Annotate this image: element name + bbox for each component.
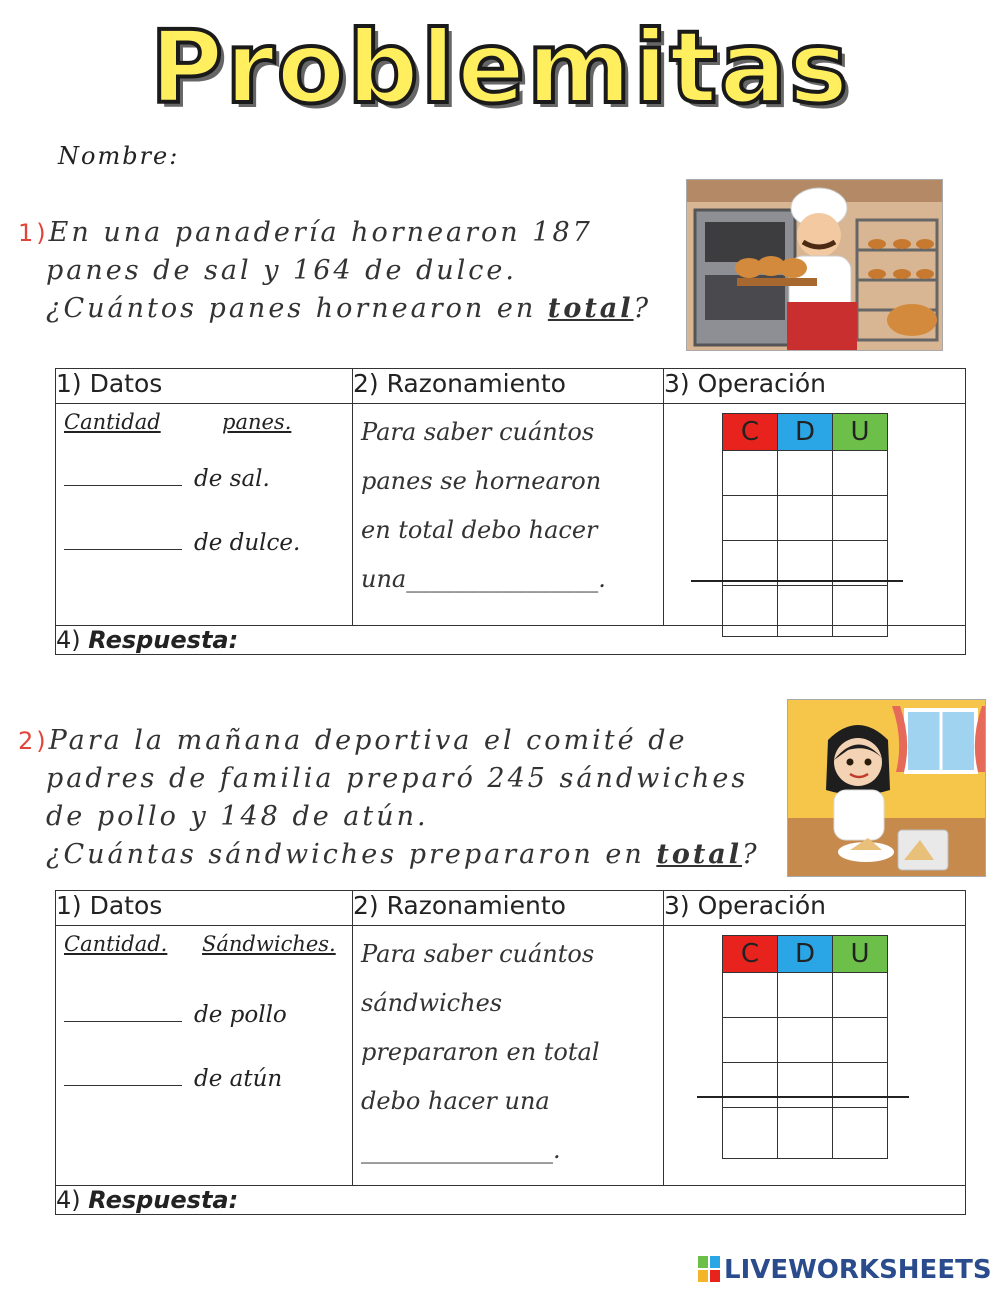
pv-cell[interactable]	[778, 1063, 833, 1108]
problem-line: En una panadería hornearon 187	[48, 217, 593, 248]
pv-cell[interactable]	[778, 973, 833, 1018]
data-row	[64, 1066, 282, 1092]
header-razonamiento: 2) Razonamiento	[353, 891, 664, 926]
question-keyword: total	[547, 293, 634, 324]
reasoning-line[interactable]: ________________.	[361, 1136, 561, 1164]
pv-cell[interactable]	[723, 1063, 778, 1108]
pv-cell[interactable]	[778, 1108, 833, 1159]
item-heading: Sándwiches.	[202, 932, 336, 956]
reasoning-line: Para saber cuántos	[361, 418, 595, 446]
answer-number: 4)	[56, 626, 81, 654]
data-row	[64, 530, 300, 556]
pv-header-c: C	[723, 414, 778, 451]
row-label: de dulce.	[194, 530, 301, 556]
question-text: ¿Cuántas sándwiches prepararon en	[46, 839, 657, 870]
pv-cell[interactable]	[833, 496, 888, 541]
place-value-grid	[722, 413, 888, 637]
reasoning-line: prepararon en total	[361, 1038, 600, 1066]
problem-line: panes de sal y 164 de dulce.	[46, 255, 517, 286]
pv-cell[interactable]	[723, 541, 778, 586]
reasoning-line: panes se hornearon	[361, 467, 602, 495]
qty-heading: Cantidad	[64, 410, 161, 434]
pv-cell[interactable]	[833, 973, 888, 1018]
pv-header-d: D	[778, 936, 833, 973]
baker-image	[686, 179, 943, 351]
header-operacion: 3) Operación	[664, 891, 966, 926]
problem-line: padres de familia preparó 245 sándwiches	[46, 763, 749, 794]
operation-line	[697, 1096, 909, 1098]
cook-girl-image	[787, 699, 986, 877]
pv-header-u: U	[833, 414, 888, 451]
pv-cell[interactable]	[778, 1018, 833, 1063]
reasoning-line: Para saber cuántos	[361, 940, 595, 968]
header-operacion: 3) Operación	[664, 369, 966, 404]
place-value-grid	[722, 935, 888, 1159]
pv-cell[interactable]	[778, 541, 833, 586]
problem-line: de pollo y 148 de atún.	[46, 801, 429, 832]
problem-number: 1)	[18, 219, 49, 247]
question-keyword: total	[656, 839, 743, 870]
brand-logo	[698, 1255, 992, 1285]
pv-cell[interactable]	[723, 1018, 778, 1063]
question-mark: ?	[633, 293, 652, 324]
page-title: Problemitas	[150, 9, 851, 126]
header-datos: 1) Datos	[56, 369, 353, 404]
row-label: de sal.	[194, 466, 270, 492]
reasoning-line: en total debo hacer	[361, 516, 598, 544]
question-text: ¿Cuántos panes hornearon en	[46, 293, 548, 324]
pv-cell[interactable]	[833, 1063, 888, 1108]
question-mark: ?	[742, 839, 760, 870]
pv-cell[interactable]	[723, 451, 778, 496]
reasoning-cell	[353, 926, 664, 1186]
name-label: Nombre:	[58, 142, 180, 170]
pv-cell[interactable]	[778, 451, 833, 496]
header-razonamiento: 2) Razonamiento	[353, 369, 664, 404]
answer-blank[interactable]	[64, 1085, 182, 1086]
pv-cell[interactable]	[723, 586, 778, 637]
pv-header-d: D	[778, 414, 833, 451]
reasoning-line: debo hacer una	[361, 1087, 550, 1115]
problem-number: 2)	[18, 727, 49, 755]
pv-cell[interactable]	[833, 541, 888, 586]
brand-icon	[698, 1256, 720, 1282]
pv-cell[interactable]	[778, 586, 833, 637]
reasoning-line: sándwiches	[361, 989, 503, 1017]
answer-number: 4)	[56, 1186, 81, 1214]
pv-header-u: U	[833, 936, 888, 973]
pv-cell[interactable]	[723, 496, 778, 541]
problem-2-text	[18, 722, 760, 874]
operation-line	[691, 580, 903, 582]
answer-blank[interactable]	[64, 485, 182, 486]
answer-label: Respuesta:	[88, 1186, 239, 1214]
datos-cell	[56, 404, 353, 626]
pv-cell[interactable]	[723, 973, 778, 1018]
answer-blank[interactable]	[64, 549, 182, 550]
item-heading: panes.	[222, 410, 292, 434]
row-label: de atún	[194, 1066, 283, 1092]
row-label: de pollo	[194, 1002, 287, 1028]
qty-heading: Cantidad.	[64, 932, 168, 956]
data-row	[64, 1002, 287, 1028]
pv-cell[interactable]	[833, 586, 888, 637]
pv-header-c: C	[723, 936, 778, 973]
pv-cell[interactable]	[778, 496, 833, 541]
reasoning-text	[361, 408, 606, 604]
answer-row[interactable]	[56, 1186, 966, 1215]
reasoning-cell	[353, 404, 664, 626]
datos-cell	[56, 926, 353, 1186]
problem-1-text	[18, 214, 651, 328]
answer-label: Respuesta:	[88, 626, 239, 654]
pv-cell[interactable]	[723, 1108, 778, 1159]
problem-line: Para la mañana deportiva el comité de	[48, 725, 688, 756]
pv-cell[interactable]	[833, 1018, 888, 1063]
header-datos: 1) Datos	[56, 891, 353, 926]
answer-blank[interactable]	[64, 1021, 182, 1022]
reasoning-text	[361, 930, 600, 1175]
reasoning-line[interactable]: una________________.	[361, 565, 606, 593]
pv-cell[interactable]	[833, 451, 888, 496]
pv-cell[interactable]	[833, 1108, 888, 1159]
brand-text: LIVEWORKSHEETS	[724, 1255, 992, 1285]
data-row	[64, 466, 270, 492]
